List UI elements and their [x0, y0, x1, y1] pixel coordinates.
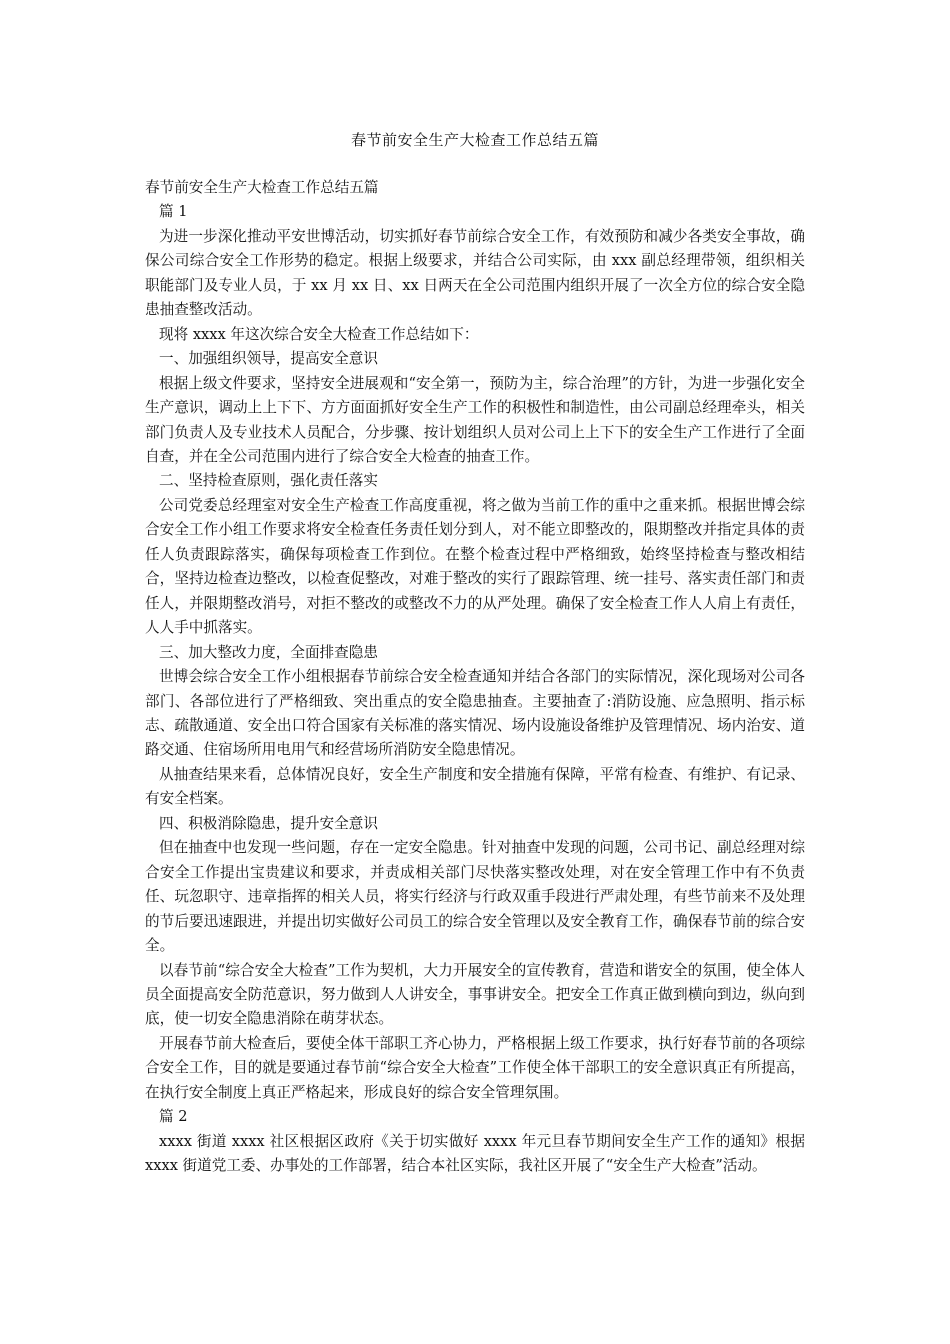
document-body: [145, 176, 805, 1179]
subtitle-line: 春节前安全生产大检查工作总结五篇: [145, 179, 379, 196]
section-4-closing-paragraph: 开展春节前大检查后，要使全体干部职工齐心协力，严格根据上级工作要求，执行好春节前的各项综合安全工作，目的就是要通过春节前“综合安全大检查”工作使全体干部职工的安全意识真正有所提高，在执行安全制度上真正严格起来，形成良好的综合安全管理氛围。: [145, 1034, 805, 1101]
section-label-part-1: 篇 1: [159, 203, 188, 221]
section-label-part-2: 篇 2: [159, 1108, 188, 1126]
section-1-paragraph: 根据上级文件要求，坚持安全进展观和“安全第一，预防为主，综合治理”的方针，为进一步强化安全生产意识，调动上上下下、方方面面抓好安全生产工作的积极性和制造性，由公司副总经理牵头，相关部门负责人及专业技术人员配合，分步骤、按计划组织人员对公司上上下下的安全生产工作进行了全面自查，并在全公司范围内进行了综合安全大检查的抽查工作。: [145, 374, 805, 465]
section-4-followup-paragraph: 以春节前“综合安全大检查”工作为契机，大力开展安全的宣传教育，营造和谐安全的氛围，使全体人员全面提高安全防范意识，努力做到人人讲安全，事事讲安全。把安全工作真正做到横向到边，纵向到底，使一切安全隐患消除在萌芽状态。: [145, 961, 805, 1028]
part-2-intro-paragraph: xxxx 街道 xxxx 社区根据区政府《关于切实做好 xxxx 年元旦春节期间安全生产工作的通知》根据 xxxx 街道党工委、办事处的工作部署，结合本社区实际，我社区开展了“安全生产大检查”活动。: [145, 1132, 805, 1175]
section-3-paragraph: 世博会综合安全工作小组根据春节前综合安全检查通知并结合各部门的实际情况，深化现场对公司各部门、各部位进行了严格细致、突出重点的安全隐患抽查。主要抽查了:消防设施、应急照明、指示标志、疏散通道、安全出口符合国家有关标准的落实情况、场内设施设备维护及管理情况、场内治安、道路交通、住宿场所用电用气和经营场所消防安全隐患情况。: [145, 668, 805, 759]
section-2-paragraph: 公司党委总经理室对安全生产检查工作高度重视，将之做为当前工作的重中之重来抓。根据世博会综合安全工作小组工作要求将安全检查任务责任划分到人，对不能立即整改的，限期整改并指定具体的责任人负责跟踪落实，确保每项检查工作到位。在整个检查过程中严格细致，始终坚持检查与整改相结合，坚持边检查边整改，以检查促整改，对难于整改的实行了跟踪管理、统一挂号、落实责任部门和责任人，并限期整改消号，对拒不整改的或整改不力的从严处理。确保了安全检查工作人人肩上有责任，人人手中抓落实。: [145, 496, 805, 637]
section-4-paragraph: 但在抽查中也发现一些问题，存在一定安全隐患。针对抽查中发现的问题，公司书记、副总经理对综合安全工作提出宝贵建议和要求，并责成相关部门尽快落实整改处理，对在安全管理工作中有不负责任、玩忽职守、违章指挥的相关人员，将实行经济与行政双重手段进行严肃处理，有些节前来不及处理的节后要迅速跟进，并提出切实做好公司员工的综合安全管理以及安全教育工作，确保春节前的综合安全。: [145, 839, 805, 955]
section-heading-1: 一、加强组织领导，提高安全意识: [159, 350, 378, 368]
section-heading-3: 三、加大整改力度，全面排查隐患: [159, 643, 378, 661]
section-3-result-paragraph: 从抽查结果来看，总体情况良好，安全生产制度和安全措施有保障，平常有检查、有维护、有记录、有安全档案。: [145, 765, 805, 808]
page-title: 春节前安全生产大检查工作总结五篇: [350, 131, 599, 149]
section-heading-2: 二、坚持检查原则，强化责任落实: [159, 472, 378, 490]
summary-lead-paragraph: 现将 xxxx 年这次综合安全大检查工作总结如下：: [159, 325, 479, 343]
section-heading-4: 四、积极消除隐患，提升安全意识: [159, 814, 378, 832]
intro-paragraph: 为进一步深化推动平安世博活动，切实抓好春节前综合安全工作，有效预防和减少各类安全事故，确保公司综合安全工作形势的稳定。根据上级要求，并结合公司实际，由 xxx 副总经理带领，组织相关职能部门及专业人员，于 xx 月 xx 日、xx 日两天在全公司范围内组织开展了一次全方位的综合安全隐患抽查整改活动。: [145, 227, 805, 319]
